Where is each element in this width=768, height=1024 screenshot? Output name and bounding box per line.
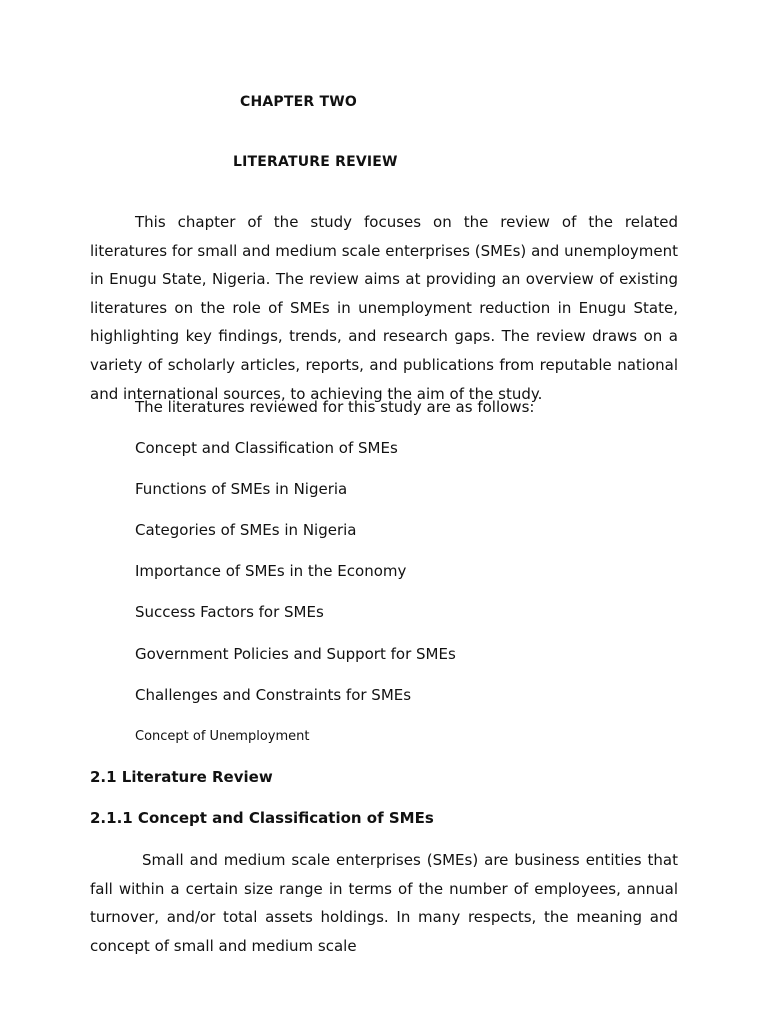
list-intro: The literatures reviewed for this study are as follows: <box>135 398 535 416</box>
list-item: Concept of Unemployment <box>135 729 310 744</box>
list-item: Importance of SMEs in the Economy <box>135 562 407 580</box>
section-paragraph <box>90 846 678 960</box>
intro-paragraph <box>90 208 678 408</box>
section-heading: 2.1 Literature Review <box>90 768 273 786</box>
list-item: Success Factors for SMEs <box>135 603 324 621</box>
list-item: Government Policies and Support for SMEs <box>135 645 456 663</box>
list-item: Categories of SMEs in Nigeria <box>135 521 357 539</box>
chapter-subtitle: LITERATURE REVIEW <box>233 154 398 170</box>
intro-paragraph-text: This chapter of the study focuses on the review of the related literatures for small and medium scale enterprises (SMEs) and unemployment in Enugu State, Nigeria. The review aims at providing an overview of existing literatures on the role of SMEs in unemployment reduction in Enugu State, highlighting key findings, trends, and research gaps. The review draws on a variety of scholarly articles, reports, and publications from reputable national and international sources, to achieving the aim of the study. <box>90 213 678 403</box>
chapter-title: CHAPTER TWO <box>240 94 357 110</box>
list-item: Challenges and Constraints for SMEs <box>135 686 412 704</box>
subsection-heading: 2.1.1 Concept and Classification of SMEs <box>90 809 434 827</box>
list-item: Concept and Classification of SMEs <box>135 439 398 457</box>
section-paragraph-text: Small and medium scale enterprises (SMEs) are business entities that fall within a certain size range in terms of the number of employees, annual turnover, and/or total assets holdings. In many respects, the meaning and concept of small and medium scale <box>90 851 678 955</box>
list-item: Functions of SMEs in Nigeria <box>135 480 348 498</box>
